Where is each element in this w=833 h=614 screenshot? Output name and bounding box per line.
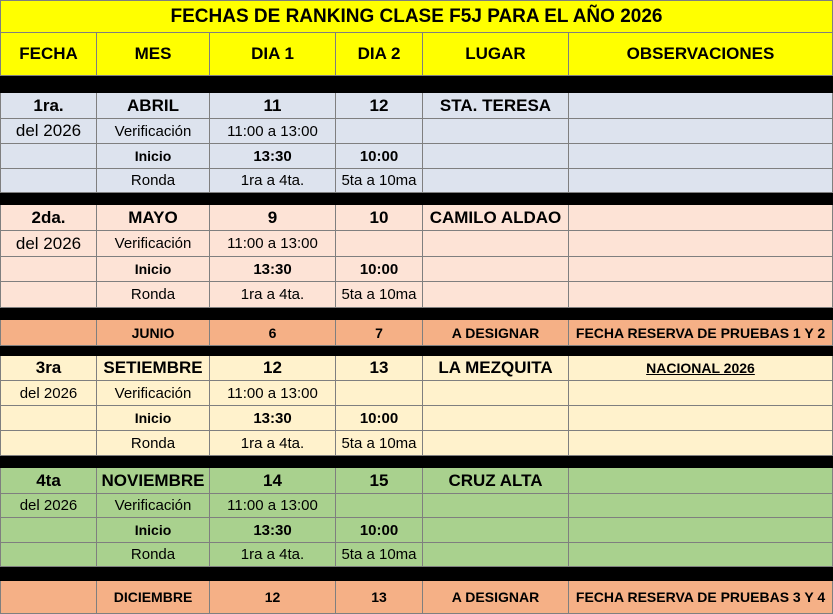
cell-dia-2[interactable]: 10:00 [336, 518, 423, 543]
table-row [0, 93, 833, 119]
cell-observaciones[interactable] [569, 257, 833, 282]
cell-mes[interactable]: DICIEMBRE [97, 581, 210, 614]
cell-dia-1[interactable]: 13:30 [210, 257, 336, 282]
table-row [0, 381, 833, 406]
cell-dia-2[interactable]: 12 [336, 93, 423, 119]
cell-mes[interactable]: JUNIO [97, 320, 210, 346]
cell-observaciones[interactable] [569, 93, 833, 119]
cell-dia-2[interactable] [336, 381, 423, 406]
cell-dia-1[interactable]: 1ra a 4ta. [210, 169, 336, 193]
cell-mes[interactable]: Verificación [97, 119, 210, 144]
cell-lugar[interactable] [423, 406, 569, 431]
cell-lugar[interactable] [423, 381, 569, 406]
table-row [0, 543, 833, 567]
cell-fecha[interactable] [0, 431, 97, 456]
cell-fecha[interactable] [0, 518, 97, 543]
cell-lugar[interactable]: A DESIGNAR [423, 320, 569, 346]
cell-dia-1[interactable]: 1ra a 4ta. [210, 543, 336, 567]
cell-mes[interactable]: Ronda [97, 431, 210, 456]
cell-dia-2[interactable]: 10:00 [336, 144, 423, 169]
cell-observaciones[interactable] [569, 119, 833, 144]
cell-mes[interactable]: Verificación [97, 494, 210, 518]
cell-mes[interactable]: Inicio [97, 518, 210, 543]
table-row [0, 257, 833, 282]
table-row [0, 282, 833, 308]
cell-mes[interactable]: Verificación [97, 381, 210, 406]
cell-lugar[interactable] [423, 257, 569, 282]
separator-bar [0, 456, 833, 468]
cell-mes[interactable]: Ronda [97, 282, 210, 308]
cell-dia-2[interactable]: 10 [336, 205, 423, 231]
cell-lugar[interactable]: A DESIGNAR [423, 581, 569, 614]
cell-mes[interactable]: MAYO [97, 205, 210, 231]
table-row [0, 119, 833, 144]
cell-mes[interactable]: SETIEMBRE [97, 356, 210, 381]
header-mes[interactable]: MES [97, 33, 210, 76]
cell-mes[interactable]: NOVIEMBRE [97, 468, 210, 494]
cell-fecha[interactable] [0, 169, 97, 193]
table-row [0, 169, 833, 193]
cell-lugar[interactable] [423, 543, 569, 567]
separator-bar [0, 308, 833, 320]
cell-observaciones[interactable] [569, 543, 833, 567]
cell-lugar[interactable] [423, 144, 569, 169]
cell-observaciones[interactable] [569, 494, 833, 518]
cell-lugar[interactable]: STA. TERESA [423, 93, 569, 119]
table-row [0, 205, 833, 231]
cell-fecha[interactable] [0, 144, 97, 169]
cell-observaciones[interactable]: NACIONAL 2026 [569, 356, 833, 381]
cell-observaciones[interactable] [569, 406, 833, 431]
cell-observaciones[interactable] [569, 231, 833, 257]
cell-dia-2[interactable]: 13 [336, 356, 423, 381]
cell-fecha[interactable]: 4ta [0, 468, 97, 494]
cell-fecha[interactable]: del 2026 [0, 494, 97, 518]
header-row [0, 33, 833, 76]
cell-dia-1[interactable]: 1ra a 4ta. [210, 282, 336, 308]
cell-mes[interactable]: Inicio [97, 406, 210, 431]
cell-mes[interactable]: Inicio [97, 257, 210, 282]
cell-dia-2[interactable] [336, 119, 423, 144]
cell-fecha[interactable] [0, 543, 97, 567]
cell-dia-1[interactable]: 13:30 [210, 144, 336, 169]
cell-dia-1[interactable]: 6 [210, 320, 336, 346]
cell-observaciones[interactable] [569, 518, 833, 543]
cell-fecha[interactable]: 3ra [0, 356, 97, 381]
cell-observaciones[interactable] [569, 381, 833, 406]
cell-observaciones[interactable] [569, 468, 833, 494]
cell-dia-2[interactable]: 5ta a 10ma [336, 543, 423, 567]
cell-lugar[interactable] [423, 518, 569, 543]
cell-dia-1[interactable]: 13:30 [210, 406, 336, 431]
cell-dia-2[interactable]: 10:00 [336, 406, 423, 431]
cell-dia-1[interactable]: 14 [210, 468, 336, 494]
cell-dia-1[interactable]: 11:00 a 13:00 [210, 381, 336, 406]
cell-lugar[interactable] [423, 282, 569, 308]
cell-dia-1[interactable]: 12 [210, 356, 336, 381]
cell-observaciones[interactable] [569, 282, 833, 308]
header-lugar[interactable]: LUGAR [423, 33, 569, 76]
separator-bar [0, 567, 833, 581]
cell-mes[interactable]: ABRIL [97, 93, 210, 119]
table-row [0, 581, 833, 614]
cell-dia-1[interactable]: 1ra a 4ta. [210, 431, 336, 456]
cell-dia-1[interactable]: 13:30 [210, 518, 336, 543]
cell-observaciones[interactable] [569, 169, 833, 193]
cell-observaciones[interactable] [569, 144, 833, 169]
cell-fecha[interactable]: del 2026 [0, 381, 97, 406]
title-row [0, 0, 833, 33]
cell-observaciones[interactable] [569, 431, 833, 456]
cell-dia-2[interactable] [336, 231, 423, 257]
table-row [0, 320, 833, 346]
table-row [0, 406, 833, 431]
table-row [0, 431, 833, 456]
cell-dia-2[interactable]: 5ta a 10ma [336, 431, 423, 456]
separator-bar [0, 193, 833, 205]
cell-dia-2[interactable]: 10:00 [336, 257, 423, 282]
cell-dia-1[interactable]: 11:00 a 13:00 [210, 494, 336, 518]
table-row [0, 356, 833, 381]
cell-mes[interactable]: Ronda [97, 543, 210, 567]
table-row [0, 468, 833, 494]
cell-dia-2[interactable] [336, 494, 423, 518]
table-row [0, 518, 833, 543]
cell-lugar[interactable]: LA MEZQUITA [423, 356, 569, 381]
separator-bar [0, 76, 833, 93]
cell-dia-2[interactable]: 7 [336, 320, 423, 346]
cell-fecha[interactable]: del 2026 [0, 119, 97, 144]
header-dia-1[interactable]: DIA 1 [210, 33, 336, 76]
cell-observaciones[interactable]: FECHA RESERVA DE PRUEBAS 1 Y 2 [569, 320, 833, 346]
sheet-title[interactable]: FECHAS DE RANKING CLASE F5J PARA EL AÑO 2026 [0, 0, 833, 33]
cell-fecha[interactable]: del 2026 [0, 231, 97, 257]
cell-fecha[interactable] [0, 257, 97, 282]
cell-fecha[interactable] [0, 581, 97, 614]
separator-bar [0, 346, 833, 356]
cell-lugar[interactable] [423, 231, 569, 257]
header-fecha[interactable]: FECHA [0, 33, 97, 76]
cell-lugar[interactable]: CAMILO ALDAO [423, 205, 569, 231]
cell-lugar[interactable] [423, 119, 569, 144]
table-row [0, 494, 833, 518]
cell-dia-1[interactable]: 9 [210, 205, 336, 231]
cell-lugar[interactable]: CRUZ ALTA [423, 468, 569, 494]
cell-fecha[interactable] [0, 406, 97, 431]
cell-dia-2[interactable]: 5ta a 10ma [336, 282, 423, 308]
table-row [0, 144, 833, 169]
cell-observaciones[interactable] [569, 205, 833, 231]
cell-lugar[interactable] [423, 494, 569, 518]
cell-fecha[interactable] [0, 282, 97, 308]
cell-mes[interactable]: Verificación [97, 231, 210, 257]
table-row [0, 231, 833, 257]
cell-dia-2[interactable]: 13 [336, 581, 423, 614]
cell-dia-2[interactable]: 15 [336, 468, 423, 494]
cell-dia-2[interactable]: 5ta a 10ma [336, 169, 423, 193]
cell-dia-1[interactable]: 11:00 a 13:00 [210, 231, 336, 257]
cell-mes[interactable]: Inicio [97, 144, 210, 169]
cell-fecha[interactable] [0, 320, 97, 346]
cell-mes[interactable]: Ronda [97, 169, 210, 193]
cell-lugar[interactable] [423, 169, 569, 193]
cell-fecha[interactable]: 1ra. [0, 93, 97, 119]
cell-dia-1[interactable]: 11 [210, 93, 336, 119]
cell-dia-1[interactable]: 11:00 a 13:00 [210, 119, 336, 144]
header-dia-2[interactable]: DIA 2 [336, 33, 423, 76]
cell-fecha[interactable]: 2da. [0, 205, 97, 231]
cell-observaciones[interactable]: FECHA RESERVA DE PRUEBAS 3 Y 4 [569, 581, 833, 614]
cell-lugar[interactable] [423, 431, 569, 456]
header-observaciones[interactable]: OBSERVACIONES [569, 33, 833, 76]
cell-dia-1[interactable]: 12 [210, 581, 336, 614]
